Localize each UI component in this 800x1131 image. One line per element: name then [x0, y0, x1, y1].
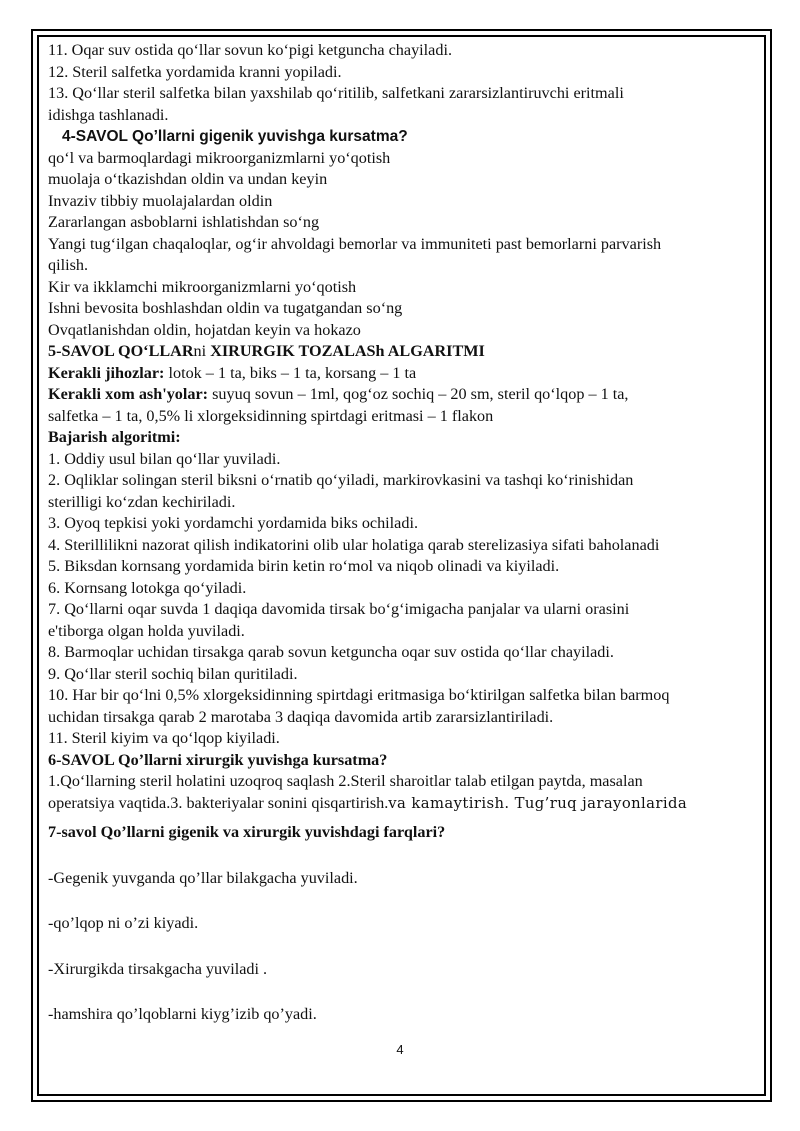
list-item: sterilligi ko‘zdan kechiriladi. [48, 492, 236, 511]
list-item: muolaja o‘tkazishdan oldin va undan keyin [48, 170, 328, 188]
paragraph-line-2 [48, 793, 764, 815]
section-q5 [48, 341, 764, 750]
heading-part: XIRURGIK TOZALASh ALGARITMI [206, 342, 485, 360]
section-q7 [48, 822, 764, 1026]
list-item: 12. Steril salfetka yordamida kranni yopiladi. [48, 62, 342, 81]
list-item: qilish. [48, 256, 89, 274]
list-item: 3. Oyoq tepkisi yoki yordamchi yordamida biks ochiladi. [48, 514, 419, 532]
list-item: -Gegenik yuvganda qo’llar bilakgacha yuviladi. [48, 868, 358, 887]
list-item: Zararlangan asboblarni ishlatishdan so‘ng [48, 213, 320, 231]
list-item: 2. Oqliklar solingan steril biksni o‘rnatib qo‘yiladi, markirovkasini va tashqi ko‘rinishidan [48, 471, 634, 489]
list-item: 6. Kornsang lotokga qo‘yiladi. [48, 578, 247, 597]
algorithm-heading: Bajarish algoritmi: [48, 428, 181, 446]
list-item: Ishni bevosita boshlashdan oldin va tugatgandan so‘ng [48, 299, 403, 317]
section-heading-q5 [48, 341, 764, 363]
equipment-line [48, 363, 764, 385]
list-item: e'tiborga olgan holda yuviladi. [48, 621, 245, 640]
heading-part: 5-SAVOL QO‘LLAR [48, 342, 194, 360]
materials-text: suyuq sovun – 1ml, qog‘oz sochiq – 20 sm, steril qo‘lqop – 1 ta, [208, 385, 629, 403]
section-q4 [48, 126, 764, 341]
paragraph-part: operatsiya vaqtida.3. bakteriyalar sonini qisqartirish. [48, 793, 389, 812]
list-item: qo‘l va barmoqlardagi mikroorganizmlarni yo‘qotish [48, 148, 391, 167]
section-heading-q7: 7-savol Qo’llarni gigenik va xirurgik yuvishdagi farqlari? [48, 823, 446, 841]
section-heading-q4: 4-SAVOL Qo’llarni gigenik yuvishga kursatma? [62, 128, 408, 145]
list-item: Invaziv tibbiy muolajalardan oldin [48, 191, 273, 210]
list-item: Yangi tug‘ilgan chaqaloqlar, og‘ir ahvoldagi bemorlar va immuniteti past bemorlarni parvarish [48, 234, 662, 253]
list-item: idishga tashlanadi. [48, 105, 169, 124]
list-item: 4. Sterillilikni nazorat qilish indikatorini olib ular holatiga qarab sterelizasiya sifati baholanadi [48, 535, 660, 554]
list-item: 11. Oqar suv ostida qo‘llar sovun ko‘pigi ketguncha chayiladi. [48, 41, 452, 59]
list-item: -qo’lqop ni o’zi kiyadi. [48, 914, 199, 932]
page-number: 4 [396, 1042, 404, 1057]
heading-part: ni [193, 342, 207, 360]
list-item: uchidan tirsakga qarab 2 marotaba 3 daqiqa davomida artib zararsizlantiriladi. [48, 707, 554, 726]
top-steps [48, 40, 764, 126]
list-item: Kir va ikklamchi mikroorganizmlarni yo‘qotish [48, 277, 357, 296]
list-item: -Xirurgikda tirsakgacha yuviladi . [48, 959, 268, 978]
materials-label: Kerakli xom ash'yolar: [48, 385, 209, 403]
document-body [48, 40, 764, 1070]
materials-line-2: salfetka – 1 ta, 0,5% li xlorgeksidinning spirtdagi eritmasi – 1 flakon [48, 406, 494, 425]
list-item: 8. Barmoqlar uchidan tirsakga qarab sovun ketguncha oqar suv ostida qo‘llar chayiladi. [48, 643, 614, 661]
list-item: Ovqatlanishdan oldin, hojatdan keyin va hokazo [48, 320, 361, 339]
equipment-text: lotok – 1 ta, biks – 1 ta, korsang – 1 ta [164, 363, 417, 382]
list-item: 1. Oddiy usul bilan qo‘llar yuviladi. [48, 449, 281, 468]
section-heading-q6: 6-SAVOL Qo’llarni xirurgik yuvishga kursatma? [48, 750, 388, 769]
list-item: 7. Qo‘llarni oqar suvda 1 daqiqa davomida tirsak bo‘g‘imigacha panjalar va ularni orasini [48, 600, 630, 618]
equipment-label: Kerakli jihozlar: [48, 363, 165, 382]
list-item: 11. Steril kiyim va qo‘lqop kiyiladi. [48, 729, 280, 747]
list-item: 9. Qo‘llar steril sochiq bilan quritiladi. [48, 664, 298, 683]
list-item: 10. Har bir qo‘lni 0,5% xlorgeksidinning spirtdagi eritmasiga bo‘ktirilgan salfetka bilan barmoq [48, 686, 670, 704]
materials-line [48, 384, 764, 406]
list-item: 5. Biksdan kornsang yordamida birin ketin ro‘mol va niqob olinadi va kiyiladi. [48, 557, 560, 575]
list-item: -hamshira qo’lqoblarni kiyg’izib qo’yadi. [48, 1005, 317, 1023]
section-q6 [48, 750, 764, 815]
list-item: 13. Qo‘llar steril salfetka bilan yaxshilab qo‘ritilib, salfetkani zararsizlantiruvchi eritmali [48, 84, 624, 102]
paragraph-line: 1.Qo‘llarning steril holatini uzoqroq saqlash 2.Steril sharoitlar talab etilgan paytda, masalan [48, 772, 643, 790]
paragraph-part: va kamaytirish. Tug’ruq jarayonlarida [388, 794, 688, 812]
